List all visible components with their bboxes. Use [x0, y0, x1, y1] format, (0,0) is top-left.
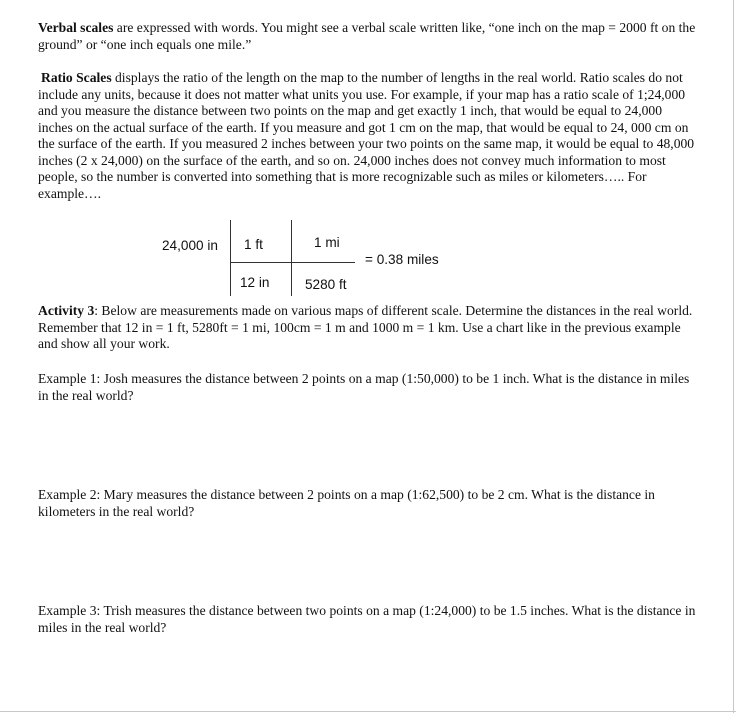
- chart-start-value: 24,000 in: [162, 238, 218, 253]
- chart-top-cell-1: 1 ft: [244, 237, 263, 252]
- page-edge-right: [733, 0, 734, 713]
- ratio-scales-text: displays the ratio of the length on the map to the number of lengths in the real world. Ratio scales do not include any units, because it does not matter what units you use. For example, if your map has a ratio scale of 1;24,000 and you measure the distance between two points on the map and get exactly 1 inch, that would be equal to 24,000 inches on the actual surface of the earth. If you measure and got 1 cm on the map, that would be equal to 24, 000 cm on the surface of the earth. If you measured 2 inches between your two points on the same map, it would be equal to 48,000 inches (2 x 24,000) on the surface of the earth, and so on. 24,000 inches does not convey much information to most people, so the number is converted into something that is more recognizable such as miles or kilometers….. For example….: [38, 70, 695, 201]
- example-3: Example 3: Trish measures the distance between two points on a map (1:24,000) to be 1.5 inches. What is the distance in miles in the real world?: [38, 603, 696, 635]
- example-1: Example 1: Josh measures the distance between 2 points on a map (1:50,000) to be 1 inch. What is the distance in miles in the real world?: [38, 371, 690, 403]
- chart-fraction-line: [230, 262, 355, 263]
- ratio-scales-paragraph: [38, 70, 698, 202]
- chart-top-cell-2: 1 mi: [314, 235, 340, 250]
- chart-bottom-cell-2: 5280 ft: [305, 277, 347, 292]
- activity-text: : Below are measurements made on various maps of different scale. Determine the distances in the real world. Remember that 12 in = 1 ft, 5280ft = 1 mi, 100cm = 1 m and 1000 m = 1 km. Use a chart like in the previous example and show all your work.: [38, 303, 693, 351]
- ratio-scales-term: Ratio Scales: [41, 70, 112, 85]
- chart-divider-2: [291, 220, 292, 296]
- verbal-scales-term: Verbal scales: [38, 20, 114, 35]
- page-edge-bottom: [0, 711, 736, 712]
- verbal-scales-paragraph: [38, 20, 698, 53]
- chart-result: = 0.38 miles: [365, 252, 439, 267]
- chart-divider-1: [230, 220, 231, 296]
- activity-paragraph: [38, 303, 698, 353]
- activity-label: Activity 3: [38, 303, 95, 318]
- chart-bottom-cell-1: 12 in: [240, 275, 270, 290]
- example-2: Example 2: Mary measures the distance between 2 points on a map (1:62,500) to be 2 cm. What is the distance in kilometers in the real world?: [38, 487, 655, 519]
- verbal-scales-text: are expressed with words. You might see a verbal scale written like, “one inch on the map = 2000 ft on the ground” or “one inch equals one mile.”: [38, 20, 696, 52]
